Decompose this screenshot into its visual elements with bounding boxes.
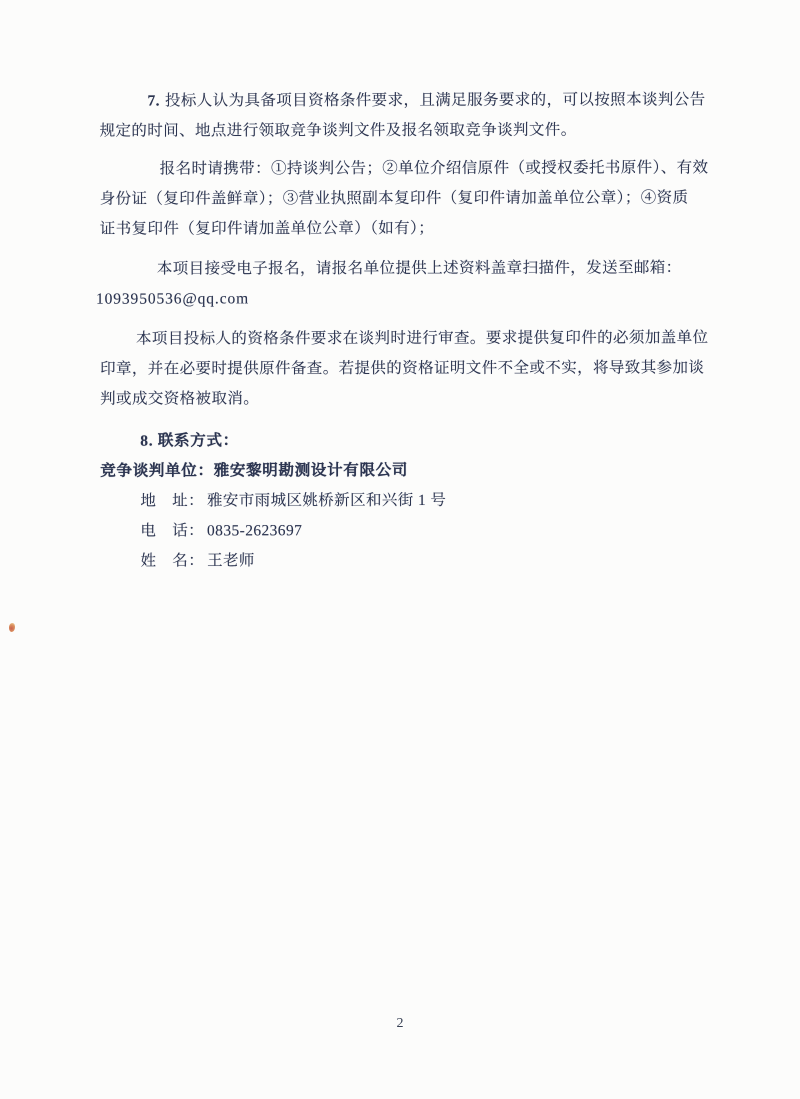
contact-heading: 8. 联系方式：: [140, 432, 239, 450]
contact-section: [100, 425, 718, 576]
text-line: 证书复印件（复印件请加盖单位公章）（如有）；: [99, 219, 435, 238]
paragraph-electronic-signup: [95, 253, 718, 314]
paragraph-eligibility: [99, 85, 717, 146]
scan-artifact-speck: [9, 623, 15, 632]
text-line: 规定的时间、地点进行领取竞争谈判文件及报名领取竞争谈判文件。: [99, 121, 577, 140]
negotiation-unit: 竞争谈判单位：雅安黎明勘测设计有限公司: [100, 462, 409, 480]
page-number: 2: [396, 1016, 404, 1031]
text-line: 本项目投标人的资格条件要求在谈判时进行审查。要求提供复印件的必须加盖单位: [135, 329, 709, 348]
contact-row-phone: [100, 515, 718, 546]
list-number-7: 7.: [147, 92, 160, 110]
name-value: 王老师: [207, 552, 255, 570]
text-line: [99, 85, 717, 116]
address-value: 雅安市雨城区姚桥新区和兴街 1 号: [206, 491, 447, 510]
contact-row-address: [100, 485, 718, 516]
paragraph-signup-items: [100, 153, 718, 244]
text-run: 投标人认为具备项目资格条件要求，且满足服务要求的，可以按照本谈判公告: [164, 91, 706, 110]
email-address: 1093950536@qq.com: [95, 290, 250, 308]
name-label: 姓 名：: [140, 552, 205, 570]
address-label: 地 址：: [140, 492, 204, 510]
text-line: 本项目接受电子报名，请报名单位提供上述资料盖章扫描件，发送至邮箱：: [156, 259, 682, 278]
text-line: 判或成交资格被取消。: [100, 390, 260, 408]
text-line: 印章，并在必要时提供原件备查。若提供的资格证明文件不全或不实，将导致其参加谈: [100, 359, 705, 378]
text-line: 报名时请携带：①持谈判公告；②单位介绍信原件（或授权委托书原件）、有效: [159, 159, 709, 178]
paragraph-qualification-review: [100, 323, 718, 414]
text-line: 身份证（复印件盖鲜章）；③营业执照副本复印件（复印件请加盖单位公章）；④资质: [99, 189, 689, 208]
contact-row-name: [100, 545, 718, 576]
phone-label: 电 话：: [140, 522, 205, 540]
phone-value: 0835-2623697: [207, 522, 303, 540]
document-body: [95, 85, 718, 576]
